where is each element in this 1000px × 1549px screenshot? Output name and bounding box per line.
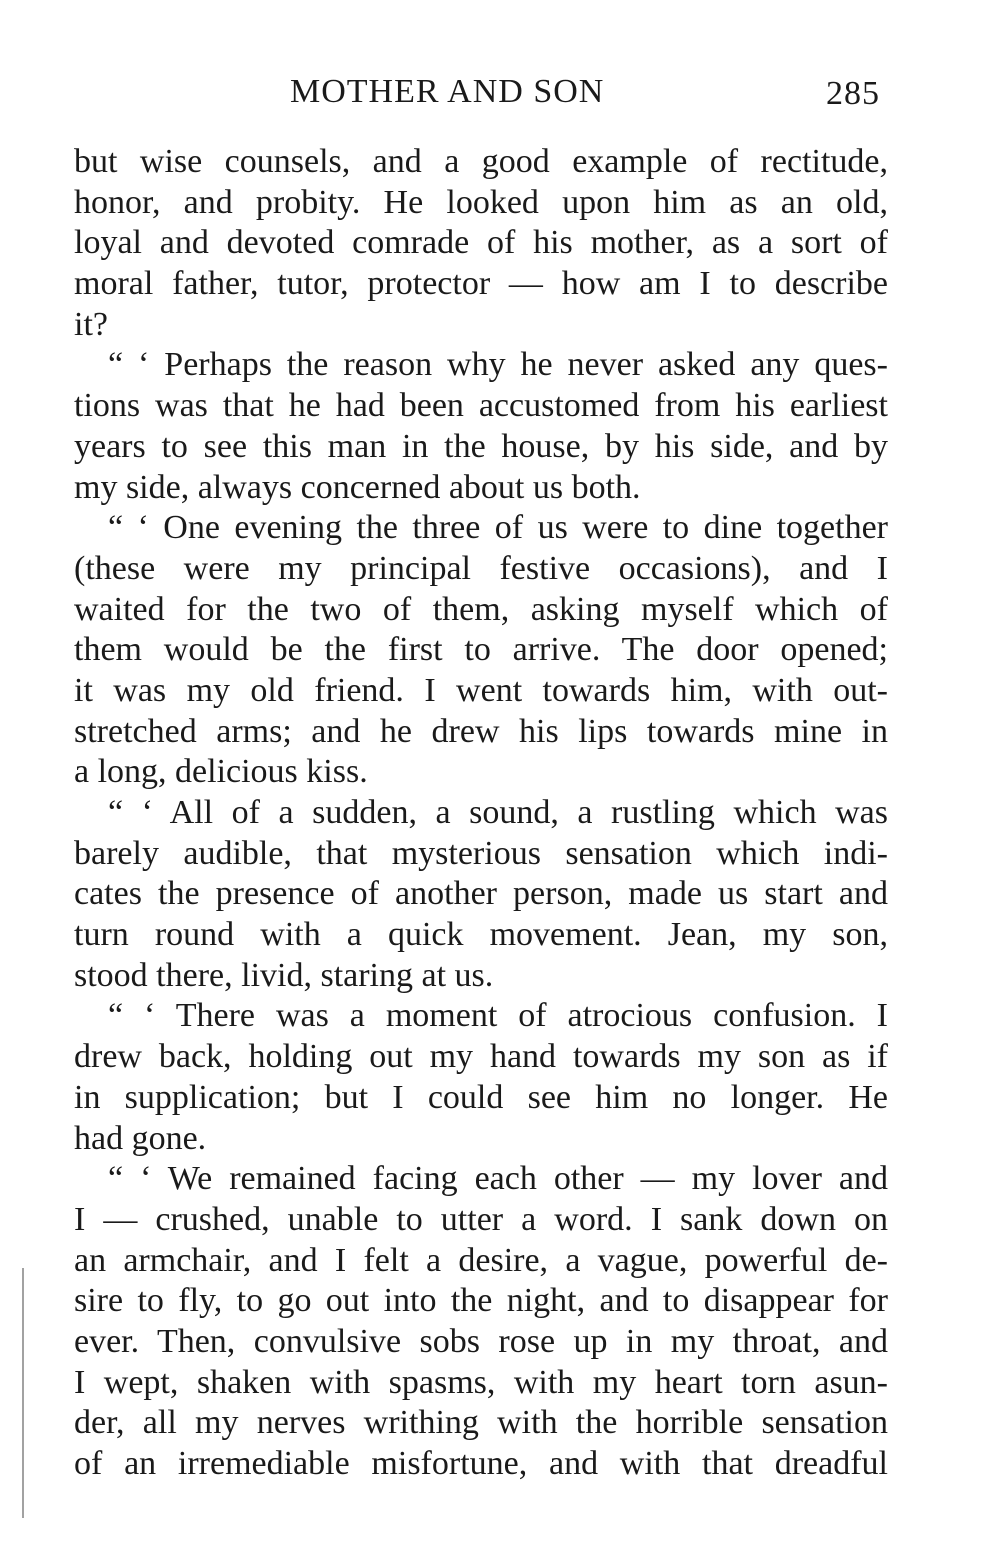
text-line: ever. Then, convulsive sobs rose up in my throat, and bbox=[74, 1322, 888, 1360]
text-line: turn round with a quick movement. Jean, my son, bbox=[74, 916, 888, 954]
text-line: my side, always concerned about us both. bbox=[74, 468, 641, 506]
text-line: of an irremediable misfortune, and with that dreadful bbox=[74, 1445, 888, 1482]
text-line: a long, delicious kiss. bbox=[74, 753, 368, 791]
text-line: stretched arms; and he drew his lips towards mine in bbox=[74, 712, 888, 750]
text-line: cates the presence of another person, made us start and bbox=[74, 875, 888, 913]
text-line: “ ‘ Perhaps the reason why he never asked any ques- bbox=[108, 346, 888, 384]
text-line: an armchair, and I felt a desire, a vague, powerful de- bbox=[74, 1241, 888, 1279]
running-header-title: MOTHER AND SON bbox=[290, 73, 605, 110]
text-line: sire to fly, to go out into the night, and to disappear for bbox=[74, 1282, 888, 1320]
text-line: but wise counsels, and a good example of rectitude, bbox=[74, 143, 888, 180]
text-line: “ ‘ One evening the three of us were to dine together bbox=[108, 509, 888, 547]
text-line: moral father, tutor, protector — how am I to describe bbox=[74, 265, 888, 303]
text-line: it? bbox=[74, 305, 108, 343]
text-line: “ ‘ There was a moment of atrocious confusion. I bbox=[108, 997, 888, 1035]
text-line: (these were my principal festive occasions), and I bbox=[74, 549, 888, 587]
body-text bbox=[74, 142, 888, 1485]
text-line: stood there, livid, staring at us. bbox=[74, 956, 494, 994]
text-line: loyal and devoted comrade of his mother, as a sort of bbox=[74, 224, 888, 262]
text-line: waited for the two of them, asking myself which of bbox=[74, 590, 888, 628]
text-line: years to see this man in the house, by his side, and by bbox=[74, 427, 888, 465]
text-line: honor, and probity. He looked upon him as an old, bbox=[74, 183, 888, 221]
text-line: I wept, shaken with spasms, with my heart torn asun- bbox=[74, 1363, 888, 1401]
margin-scan-mark bbox=[22, 1268, 24, 1518]
text-line: “ ‘ All of a sudden, a sound, a rustling which was bbox=[108, 794, 888, 831]
text-line: der, all my nerves writhing with the horrible sensation bbox=[74, 1404, 888, 1442]
text-line: it was my old friend. I went towards him, with out- bbox=[74, 671, 888, 709]
text-line: drew back, holding out my hand towards my son as if bbox=[74, 1038, 888, 1076]
text-line: had gone. bbox=[74, 1119, 207, 1157]
text-line: them would be the first to arrive. The door opened; bbox=[74, 631, 888, 669]
text-line: barely audible, that mysterious sensation which indi- bbox=[74, 834, 888, 872]
text-line: in supplication; but I could see him no longer. He bbox=[74, 1078, 888, 1116]
page-number: 285 bbox=[826, 75, 880, 112]
text-line: tions was that he had been accustomed from his earliest bbox=[74, 387, 888, 425]
text-line: “ ‘ We remained facing each other — my lover and bbox=[108, 1160, 888, 1198]
text-line: I — crushed, unable to utter a word. I sank down on bbox=[74, 1200, 888, 1238]
